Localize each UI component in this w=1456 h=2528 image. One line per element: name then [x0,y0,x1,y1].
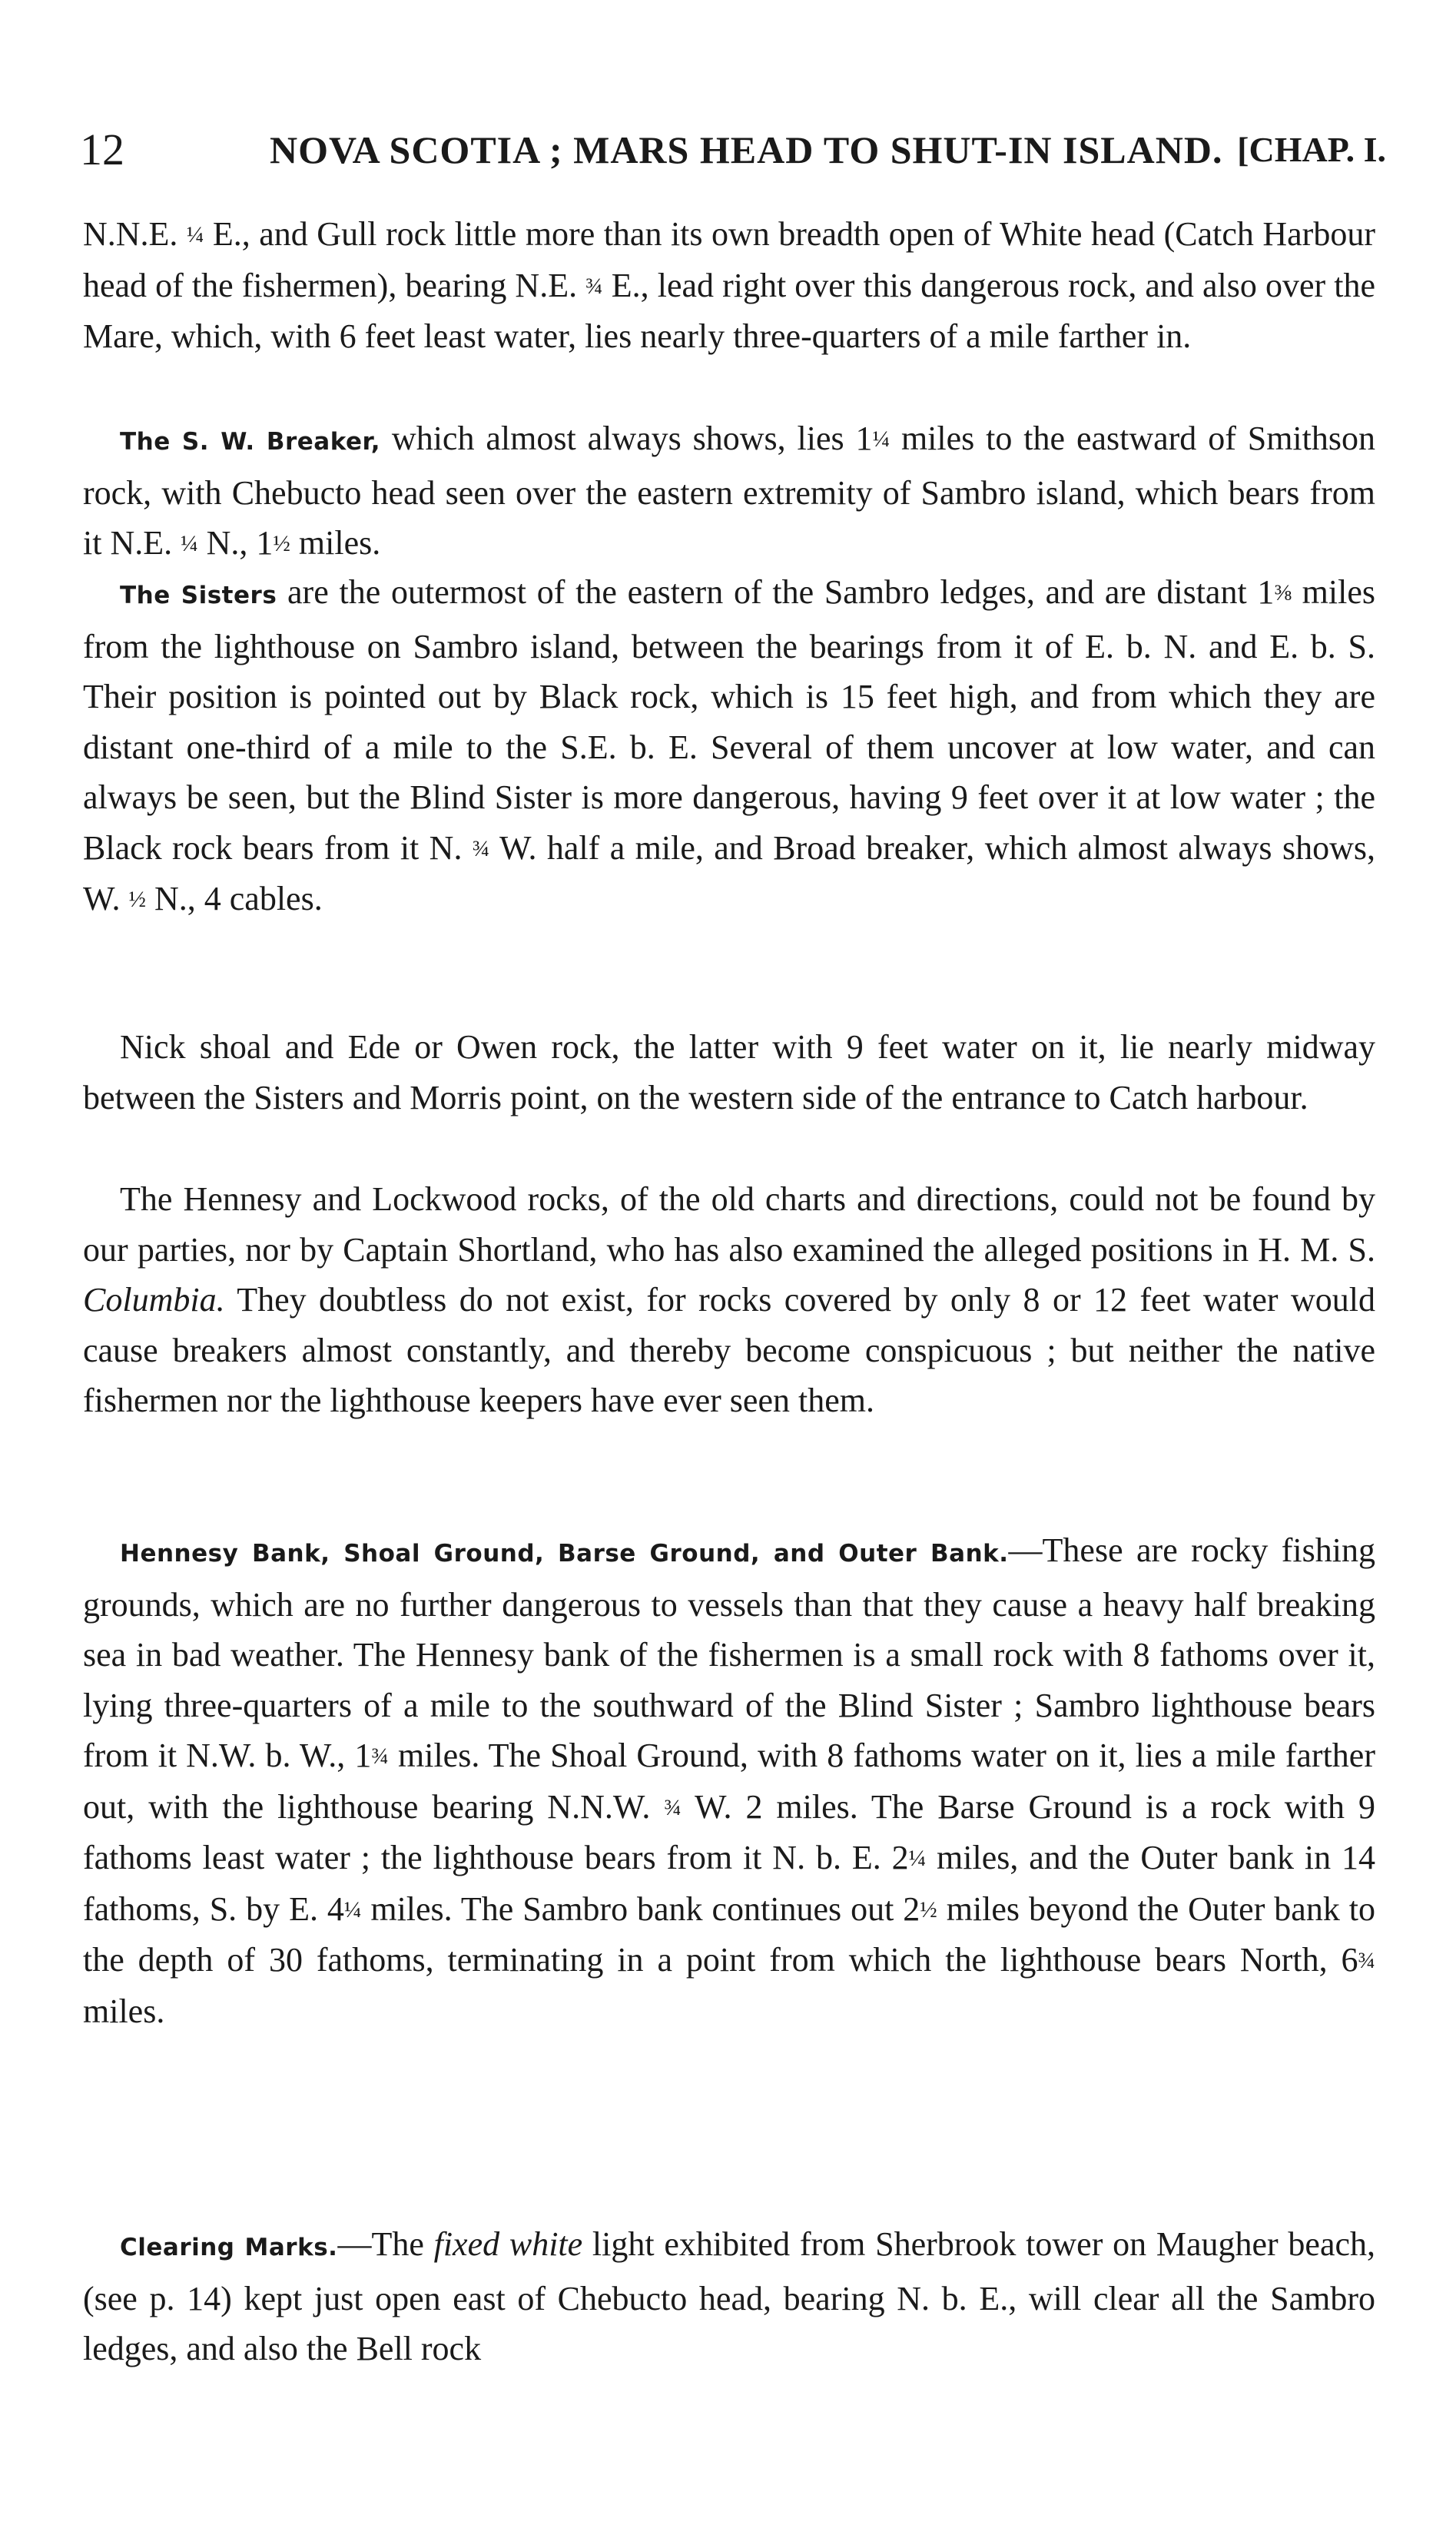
chapter-marker: [CHAP. I. [1237,130,1386,169]
fraction: ¼ [908,1846,927,1871]
fraction: ¾ [371,1743,389,1769]
paragraph-sw-breaker: The S. W. Breaker, which almost always shows, lies 1¼ miles to the eastward of Smithson rock, with Chebucto head seen over the eastern extremity of Sambro island, which bears from it N.E. ¼ N., 1½ miles. [83,420,1376,562]
fraction: ¾ [585,273,603,299]
fraction: ¼ [186,222,204,247]
running-header [80,123,1386,177]
fraction: ¾ [664,1794,682,1820]
paragraph-continuation: N.N.E. ¼ E., and Gull rock little more than its own breadth open of White head (Catch Harbour head of the fishermen), bearing N.E. ¾ E., lead right over this dangerous rock, and also over the Mare, which, with 6 feet least water, lies nearly three-quarters of a mile farther in. [83,215,1376,355]
paragraph-clearing-marks: Clearing Marks.—The fixed white light exhibited from Sherbrook tower on Maugher beach, (see p. 14) kept just open east of Chebucto head, bearing N. b. E., will clear all the Sambro ledges, and also the Bell rock [83,2225,1376,2367]
fraction: ¼ [343,1896,362,1923]
paragraph-hennesy-lockwood: The Hennesy and Lockwood rocks, of the old charts and directions, could not be found by our parties, nor by Captain Shortland, who has also examined the alleged positions in H. M. S. Columbia. They doubtless do not exist, for rocks covered by only 8 or 12 feet water would cause breakers almost constantly, and thereby become conspicuous ; but neither the native fishermen nor the lighthouse keepers have ever seen them. [83,1180,1375,1419]
paragraph-sisters: The Sisters are the outermost of the eastern of the Sambro ledges, and are distant 1⅜ miles from the lighthouse on Sambro island, between the bearings from it of E. b. N. and E. b. S. Their position is pointed out by Black rock, which is 15 feet high, and from which they are distant one-third of a mile to the S.E. b. E. Several of them uncover at low water, and can always be seen, but the Blind Sister is more dangerous, having 9 feet over it at low water ; the Black rock bears from it N. ¾ W. half a mile, and Broad breaker, which almost always shows, W. ½ N., 4 cables. [83,573,1375,917]
side-heading: The Sisters [120,582,277,609]
fraction: ½ [920,1896,937,1923]
ship-name: Columbia. [83,1281,225,1319]
paragraph-nick-shoal: Nick shoal and Ede or Owen rock, the latter with 9 feet water on it, lie nearly midway between the Sisters and Morris point, on the western side of the entrance to Catch harbour. [83,1028,1375,1116]
running-title: NOVA SCOTIA ; MARS HEAD TO SHUT-IN ISLAND. [270,128,1223,171]
fraction: ¾ [472,835,490,861]
page-number: 12 [80,124,124,174]
side-heading: Clearing Marks. [120,2234,338,2261]
fraction: ¼ [181,531,198,556]
fraction: ¾ [1358,1948,1375,1973]
side-heading: The S. W. Breaker, [120,428,381,456]
fraction: ½ [128,887,146,912]
fraction: ⅜ [1274,580,1292,605]
fraction: ¼ [872,426,891,452]
fraction: ½ [273,531,290,556]
light-description: fixed white [433,2225,583,2263]
side-heading: Hennesy Bank, Shoal Ground, Barse Ground, and Outer Bank. [120,1540,1009,1568]
paragraph-fishing-banks: Hennesy Bank, Shoal Ground, Barse Ground, and Outer Bank.—These are rocky fishing grounds, which are no further dangerous to vessels than that they cause a heavy half breaking sea in bad weather. The Hennesy bank of the fishermen is a small rock with 8 fathoms over it, lying three-quarters of a mile to the southward of the Blind Sister ; Sambro lighthouse bears from it N.W. b. W., 1¾ miles. The Shoal Ground, with 8 fathoms water on it, lies a mile farther out, with the lighthouse bearing N.N.W. ¾ W. 2 miles. The Barse Ground is a rock with 9 fathoms least water ; the lighthouse bears from it N. b. E. 2¼ miles, and the Outer bank in 14 fathoms, S. by E. 4¼ miles. The Sambro bank continues out 2½ miles beyond the Outer bank to the depth of 30 fathoms, terminating in a point from which the lighthouse bears North, 6¾ miles. [83,1531,1376,2030]
